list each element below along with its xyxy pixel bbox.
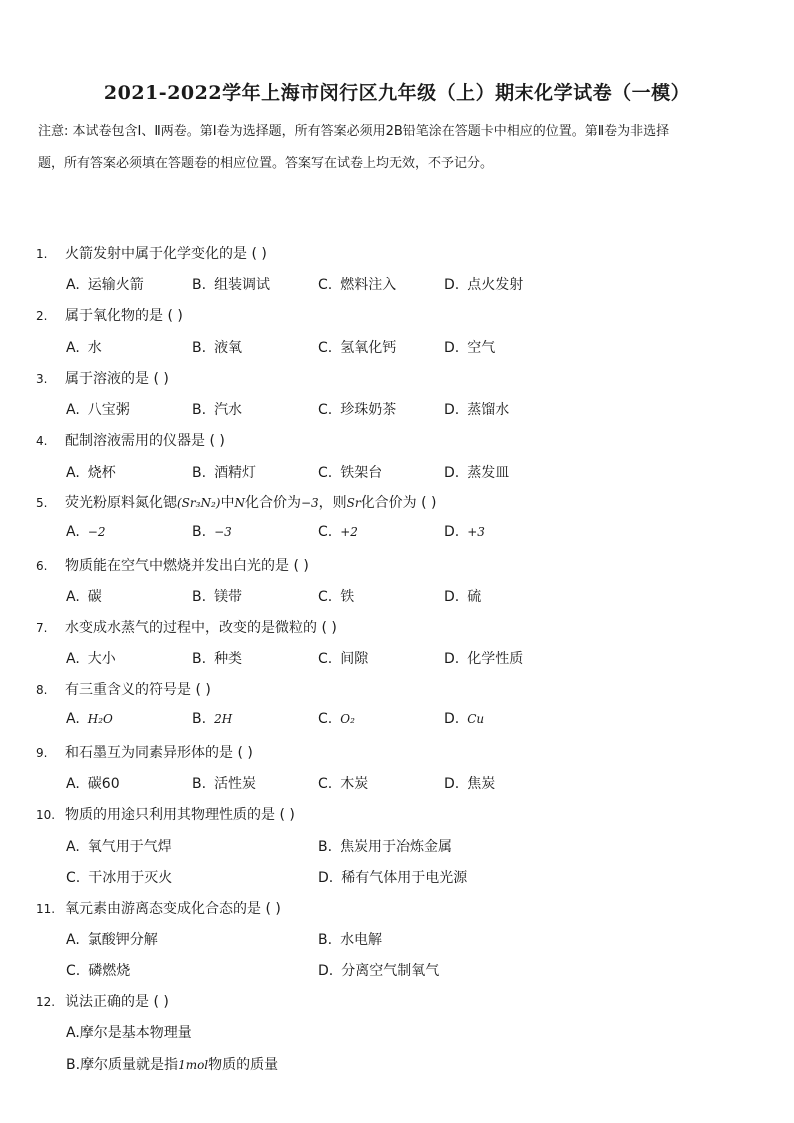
option-c: C. 木炭 bbox=[318, 776, 369, 792]
question-4-options bbox=[66, 462, 509, 482]
exam-title: 2021-2022学年上海市闵行区九年级（上）期末化学试卷（一模） bbox=[103, 82, 691, 104]
question-number: 10. bbox=[36, 808, 56, 822]
option-d: D. 空气 bbox=[444, 340, 496, 356]
option-a: A. 氧气用于气焊 bbox=[66, 839, 172, 855]
option-c: C. 燃料注入 bbox=[318, 277, 397, 293]
question-number: 4. bbox=[36, 434, 48, 448]
question-number: 11. bbox=[36, 902, 56, 916]
option-d: D. 焦炭 bbox=[444, 776, 496, 792]
option-c: C. 铁 bbox=[318, 589, 355, 605]
option-b: B. 水电解 bbox=[318, 932, 383, 948]
option-d: D. 点火发射 bbox=[444, 277, 524, 293]
question-7-stem bbox=[36, 617, 337, 637]
option-a: A. 八宝粥 bbox=[66, 402, 130, 418]
question-text: 物质能在空气中燃烧并发出白光的是 ( ) bbox=[65, 558, 309, 574]
notice-line-2: 题，所有答案必须填在答题卷的相应位置。答案写在试卷上均无效，不予记分。 bbox=[38, 156, 494, 171]
question-12-option-b: B.摩尔质量就是指1mol物质的质量 bbox=[66, 1057, 279, 1073]
question-5-options bbox=[66, 524, 485, 540]
formula-sr3n2: (Sr₃N₂) bbox=[177, 496, 221, 510]
option-c: C. 氢氧化钙 bbox=[318, 340, 397, 356]
option-a: A. 运输火箭 bbox=[66, 277, 144, 293]
option-b: B. 焦炭用于冶炼金属 bbox=[318, 839, 453, 855]
question-9-stem bbox=[36, 742, 253, 762]
option-d: D. 硫 bbox=[444, 589, 482, 605]
question-text: 配制溶液需用的仪器是 ( ) bbox=[65, 433, 225, 449]
question-8-stem bbox=[36, 679, 211, 699]
option-b: B. 镁带 bbox=[192, 589, 243, 605]
question-11-stem bbox=[36, 898, 281, 918]
question-text: 和石墨互为同素异形体的是 ( ) bbox=[65, 745, 253, 761]
exam-notice bbox=[38, 116, 760, 180]
question-text: 属于氧化物的是 ( ) bbox=[65, 308, 183, 324]
option-b: B. 液氧 bbox=[192, 340, 243, 356]
question-number: 2. bbox=[36, 309, 48, 323]
option-b: B. 酒精灯 bbox=[192, 465, 257, 481]
question-number: 9. bbox=[36, 746, 48, 760]
option-c: C. O₂ bbox=[318, 711, 355, 727]
option-c: C. 磷燃烧 bbox=[66, 963, 131, 979]
question-number: 5. bbox=[36, 496, 48, 510]
question-number: 1. bbox=[36, 247, 48, 261]
option-b: B. −3 bbox=[192, 524, 232, 540]
option-d: D. +3 bbox=[444, 524, 485, 540]
question-4-stem bbox=[36, 430, 225, 450]
question-text: 属于溶液的是 ( ) bbox=[65, 371, 169, 387]
question-number: 7. bbox=[36, 621, 48, 635]
question-12-stem bbox=[36, 991, 169, 1011]
question-10-options-row-1 bbox=[66, 836, 452, 856]
option-a: A. 水 bbox=[66, 340, 102, 356]
option-b: B. 种类 bbox=[192, 651, 243, 667]
question-8-options bbox=[66, 711, 484, 727]
option-d: D. 化学性质 bbox=[444, 651, 524, 667]
option-c: C. 珍珠奶茶 bbox=[318, 402, 397, 418]
question-text: 氧元素由游离态变成化合态的是 ( ) bbox=[65, 901, 281, 917]
question-text: 说法正确的是 ( ) bbox=[65, 994, 169, 1010]
option-a: A. H₂O bbox=[66, 711, 113, 727]
option-d: D. 稀有气体用于电光源 bbox=[318, 870, 468, 886]
option-b: B. 2H bbox=[192, 711, 233, 727]
question-text: 水变成水蒸气的过程中，改变的是微粒的 ( ) bbox=[65, 620, 337, 636]
question-9-options bbox=[66, 773, 495, 793]
question-2-stem bbox=[36, 305, 183, 325]
question-5-stem: 5. 荧光粉原料氮化锶(Sr₃N₂)中N化合价为−3，则Sr化合价为 ( ) bbox=[36, 495, 437, 511]
question-7-options bbox=[66, 648, 523, 668]
option-b: B. 组装调试 bbox=[192, 277, 271, 293]
option-a: A. 碳60 bbox=[66, 776, 120, 792]
question-3-stem bbox=[36, 368, 169, 388]
option-a: A. 氯酸钾分解 bbox=[66, 932, 158, 948]
question-1-stem bbox=[36, 243, 267, 263]
option-c: C. 间隙 bbox=[318, 651, 369, 667]
question-number: 6. bbox=[36, 559, 48, 573]
question-text: 有三重含义的符号是 ( ) bbox=[65, 682, 211, 698]
option-a: A. −2 bbox=[66, 524, 106, 540]
option-b: B. 汽水 bbox=[192, 402, 243, 418]
question-number: 3. bbox=[36, 372, 48, 386]
option-d: D. Cu bbox=[444, 711, 485, 727]
option-a: A. 烧杯 bbox=[66, 465, 116, 481]
question-number: 12. bbox=[36, 995, 56, 1009]
option-c: C. 干冰用于灭火 bbox=[66, 870, 173, 886]
option-c: C. +2 bbox=[318, 524, 358, 540]
question-text: 火箭发射中属于化学变化的是 ( ) bbox=[65, 246, 267, 262]
question-text: 物质的用途只利用其物理性质的是 ( ) bbox=[65, 807, 295, 823]
option-a: A. 碳 bbox=[66, 589, 102, 605]
notice-line-1: 注意: 本试卷包含Ⅰ、Ⅱ两卷。第Ⅰ卷为选择题，所有答案必须用2B铅笔涂在答题卡中相应的位置。第Ⅱ卷为非选择 bbox=[38, 124, 670, 139]
question-1-options bbox=[66, 274, 523, 294]
option-d: D. 蒸发皿 bbox=[444, 465, 510, 481]
question-2-options bbox=[66, 337, 495, 357]
question-6-options bbox=[66, 586, 481, 606]
question-10-options-row-2 bbox=[66, 867, 467, 887]
option-d: D. 蒸馏水 bbox=[444, 402, 510, 418]
question-11-options-row-1 bbox=[66, 929, 382, 949]
question-10-stem bbox=[36, 804, 295, 824]
option-a: A. 大小 bbox=[66, 651, 116, 667]
option-c: C. 铁架台 bbox=[318, 465, 383, 481]
question-number: 8. bbox=[36, 683, 48, 697]
option-d: D. 分离空气制氧气 bbox=[318, 963, 440, 979]
question-6-stem bbox=[36, 555, 309, 575]
question-3-options bbox=[66, 399, 509, 419]
option-b: B. 活性炭 bbox=[192, 776, 257, 792]
question-11-options-row-2 bbox=[66, 960, 439, 980]
question-12-option-a: A.摩尔是基本物理量 bbox=[66, 1025, 192, 1041]
